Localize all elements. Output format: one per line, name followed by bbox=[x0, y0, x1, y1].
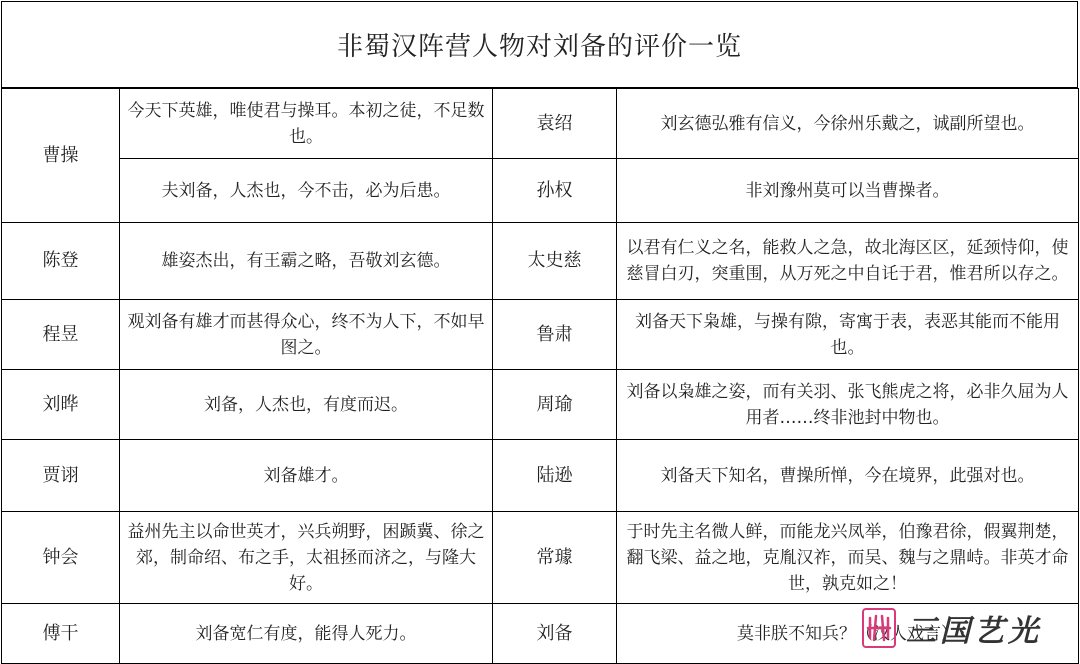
quote-cell: 非刘豫州莫可以当曹操者。 bbox=[617, 159, 1079, 223]
seal-logo-icon bbox=[862, 608, 896, 648]
table-row bbox=[2, 159, 1079, 223]
person-name: 袁绍 bbox=[493, 89, 617, 159]
table-row bbox=[2, 370, 1079, 440]
quote-cell: 观刘备有雄才而甚得众心，终不为人下，不如早图之。 bbox=[120, 300, 493, 370]
person-name: 傅干 bbox=[2, 604, 120, 664]
table-row bbox=[2, 300, 1079, 370]
quote-cell: 刘备天下枭雄，与操有隙，寄寓于表，表恶其能而不能用也。 bbox=[617, 300, 1079, 370]
person-name: 刘备 bbox=[493, 604, 617, 664]
quote-cell: 刘备，人杰也，有度而迟。 bbox=[120, 370, 493, 440]
quote-cell: 莫非朕不知兵？（汉人戏言） bbox=[617, 604, 1079, 664]
watermark-text: 三国艺光 bbox=[906, 614, 1042, 649]
quote-cell: 今天下英雄，唯使君与操耳。本初之徒，不足数也。 bbox=[120, 89, 493, 159]
table-row bbox=[2, 512, 1079, 604]
person-name: 陆逊 bbox=[493, 440, 617, 512]
person-name: 刘晔 bbox=[2, 370, 120, 440]
person-name: 钟会 bbox=[2, 512, 120, 604]
quote-cell: 以君有仁义之名，能救人之急，故北海区区，延颈恃仰，使慈冒白刃，突重围，从万死之中自讬于君，惟君所以存之。 bbox=[617, 223, 1079, 300]
quote-cell: 于时先主名微人鲜，而能龙兴凤举，伯豫君徐，假翼荆楚，翻飞梁、益之地，克胤汉祚，而吴、魏与之鼎峙。非英才命世，孰克如之！ bbox=[617, 512, 1079, 604]
person-name: 曹操 bbox=[2, 89, 120, 223]
quote-cell: 刘备天下知名，曹操所惮，今在境界，此强对也。 bbox=[617, 440, 1079, 512]
quote-cell: 雄姿杰出，有王霸之略，吾敬刘玄德。 bbox=[120, 223, 493, 300]
table-row bbox=[2, 89, 1079, 159]
person-name: 常璩 bbox=[493, 512, 617, 604]
person-name: 程昱 bbox=[2, 300, 120, 370]
person-name: 孙权 bbox=[493, 159, 617, 223]
person-name: 太史慈 bbox=[493, 223, 617, 300]
person-name: 贾诩 bbox=[2, 440, 120, 512]
evaluation-table bbox=[1, 88, 1079, 664]
person-name: 陈登 bbox=[2, 223, 120, 300]
person-name: 周瑜 bbox=[493, 370, 617, 440]
table-row bbox=[2, 440, 1079, 512]
sheet-title: 非蜀汉阵营人物对刘备的评价一览 bbox=[1, 1, 1078, 88]
quote-cell: 刘玄德弘雅有信义，今徐州乐戴之，诚副所望也。 bbox=[617, 89, 1079, 159]
quote-cell: 夫刘备，人杰也，今不击，必为后患。 bbox=[120, 159, 493, 223]
quote-cell: 刘备以枭雄之姿，而有关羽、张飞熊虎之将，必非久屈为人用者……终非池封中物也。 bbox=[617, 370, 1079, 440]
quote-cell: 益州先主以命世英才，兴兵朔野，困踬冀、徐之郊，制命绍、布之手，太祖拯而济之，与隆大好。 bbox=[120, 512, 493, 604]
person-name: 鲁肃 bbox=[493, 300, 617, 370]
quote-cell: 刘备雄才。 bbox=[120, 440, 493, 512]
quote-cell: 刘备宽仁有度，能得人死力。 bbox=[120, 604, 493, 664]
table-row bbox=[2, 223, 1079, 300]
watermark bbox=[862, 602, 1042, 654]
